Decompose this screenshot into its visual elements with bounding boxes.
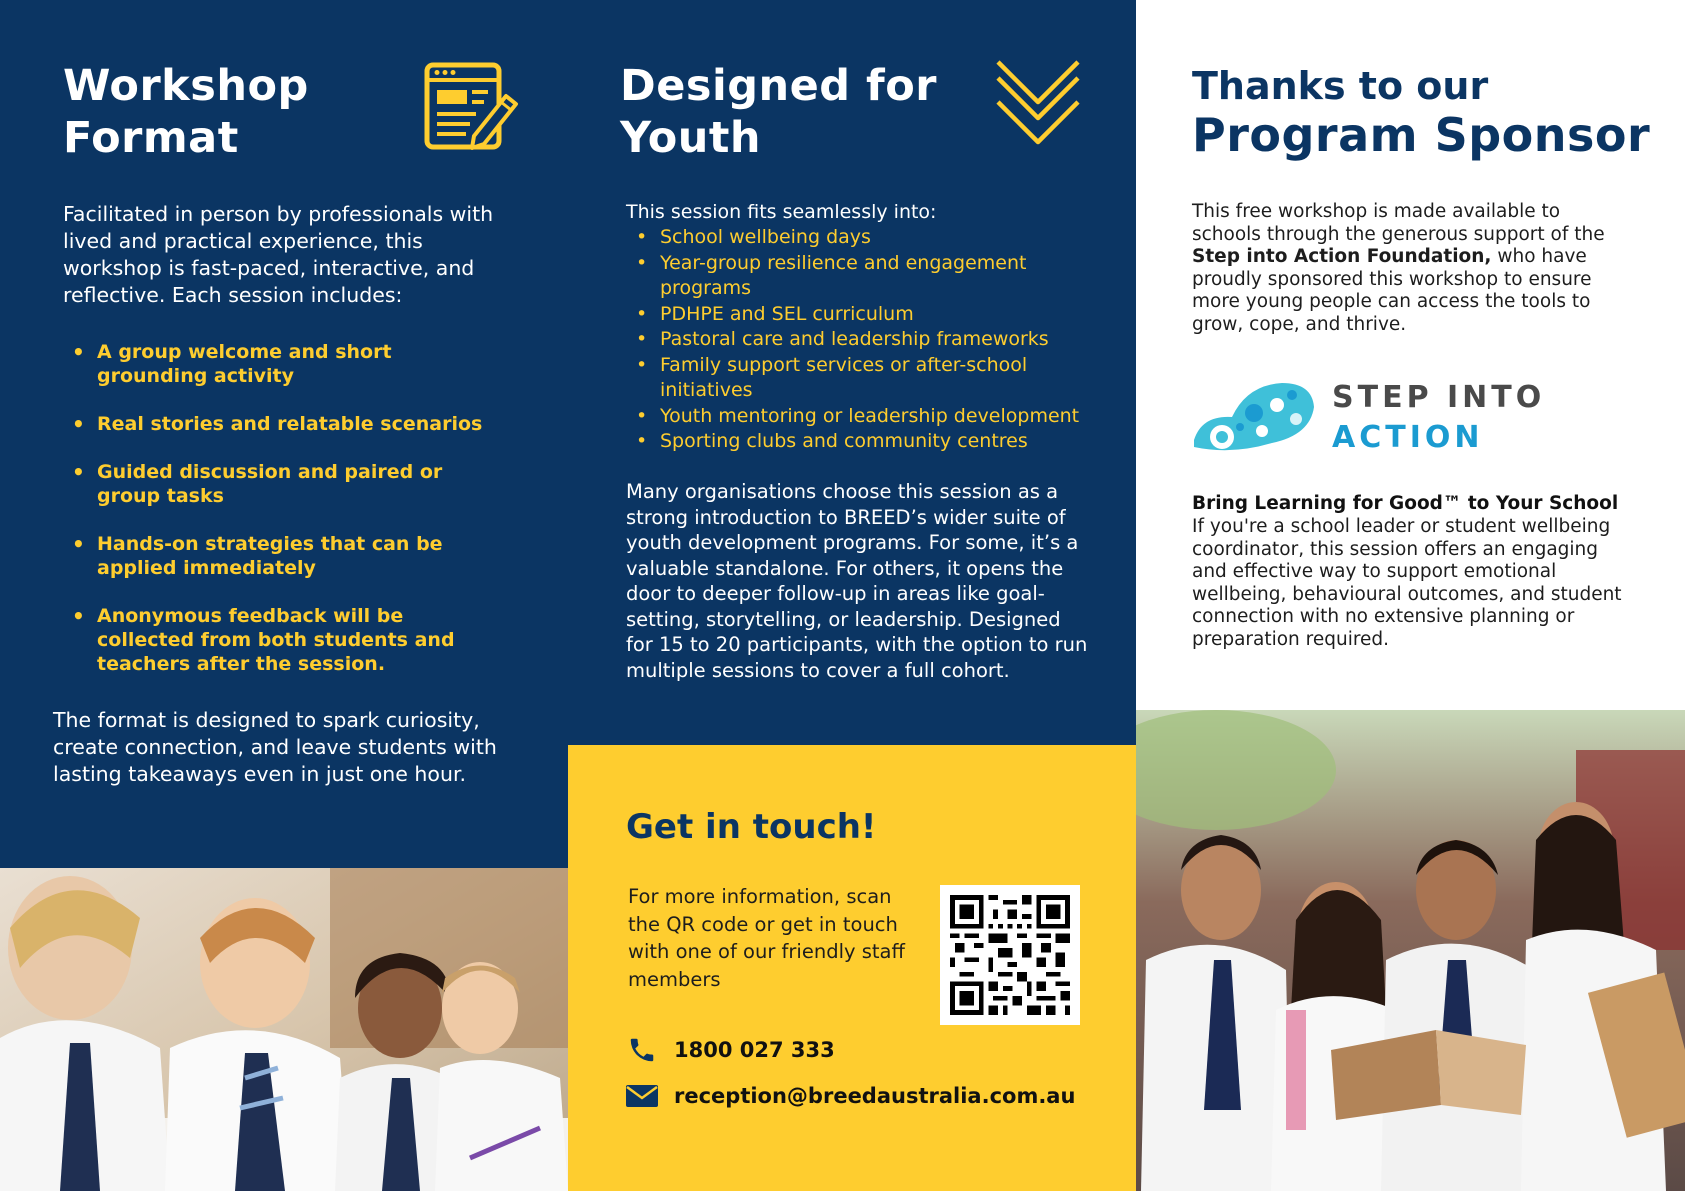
sponsor-panel (1136, 0, 1685, 710)
document-edit-icon (424, 62, 520, 152)
sponsor-paragraph: This free workshop is made available to schools through the generous support of the Step into Action Foundation, who have proudly sponsored this workshop to ensure more young people can access the tools to grow, cope, and thrive. (1192, 201, 1605, 335)
bring-learning-paragraph: If you're a school leader or student wellbeing coordinator, this session offers an engaging and effective way to support emotional wellbeing, behavioural outcomes, and student connection with no extensive planning or preparation required. (1192, 516, 1622, 650)
youth-body: Many organisations choose this session as a strong introduction to BREED’s wider suite of youth development programs. For some, it’s a valuable standalone. For others, it opens the door to deeper follow-up in areas like goal-setting, storytelling, or leadership. Designed for 15 to 20 participants, with the option to run multiple sessions to cover a full cohort. (626, 480, 1088, 682)
list-item: • School wellbeing days (628, 225, 1098, 251)
double-chevron-down-icon (994, 58, 1082, 148)
list-item: • Youth mentoring or leadership development (628, 404, 1098, 430)
list-item: • PDHPE and SEL curriculum (628, 302, 1098, 328)
list-item: • Real stories and relatable scenarios (70, 412, 490, 436)
list-item: • A group welcome and short grounding activity (70, 340, 490, 388)
list-item: • Sporting clubs and community centres (628, 429, 1098, 455)
designed-for-youth-panel (568, 0, 1136, 745)
envelope-icon (624, 1081, 660, 1111)
qr-code[interactable] (940, 885, 1080, 1025)
designed-for-youth-title: Designed for Youth (620, 61, 937, 163)
contact-text: For more information, scan the QR code or get in touch with one of our friendly staff members (628, 885, 905, 991)
contact-title: Get in touch! (626, 807, 877, 847)
phone-row[interactable] (624, 1035, 835, 1065)
youth-lead: This session fits seamlessly into: (626, 201, 937, 223)
list-item: • Hands-on strategies that can be applied immediately (70, 532, 490, 580)
phone-number[interactable]: 1800 027 333 (674, 1038, 835, 1062)
logo-wordmark: STEP INTO ACTION (1332, 380, 1546, 455)
workshop-intro: Facilitated in person by professionals with lived and practical experience, this workshop is fast-paced, interactive, and reflective. Each session includes: (63, 202, 494, 307)
sponsor-title-line2: Program Sponsor (1192, 108, 1651, 162)
contact-panel (568, 745, 1136, 1191)
youth-fit-list (628, 225, 1098, 455)
students-reading-photo (1136, 710, 1685, 1191)
list-item: • Pastoral care and leadership frameworks (628, 327, 1098, 353)
classroom-students-photo (0, 868, 568, 1191)
list-item: • Anonymous feedback will be collected from both students and teachers after the session. (70, 604, 490, 676)
foundation-name: Step into Action Foundation, (1192, 246, 1492, 267)
list-item: • Year-group resilience and engagement programs (628, 251, 1098, 302)
workshop-format-title: Workshop Format (63, 61, 309, 163)
list-item: • Guided discussion and paired or group tasks (70, 460, 490, 508)
workshop-format-panel (0, 0, 568, 868)
email-address[interactable]: reception@breedaustralia.com.au (674, 1084, 1076, 1108)
email-row[interactable] (624, 1081, 1075, 1111)
sponsor-title-line1: Thanks to our (1192, 64, 1489, 108)
workshop-outro: The format is designed to spark curiosity, create connection, and leave students with lasting takeaways even in just one hour. (53, 708, 497, 786)
bring-learning-heading: Bring Learning for Good™ to Your School (1192, 493, 1619, 514)
phone-icon (624, 1035, 660, 1065)
step-into-action-logo (1192, 365, 1322, 465)
workshop-includes-list (70, 340, 490, 700)
list-item: • Family support services or after-school initiatives (628, 353, 1098, 404)
